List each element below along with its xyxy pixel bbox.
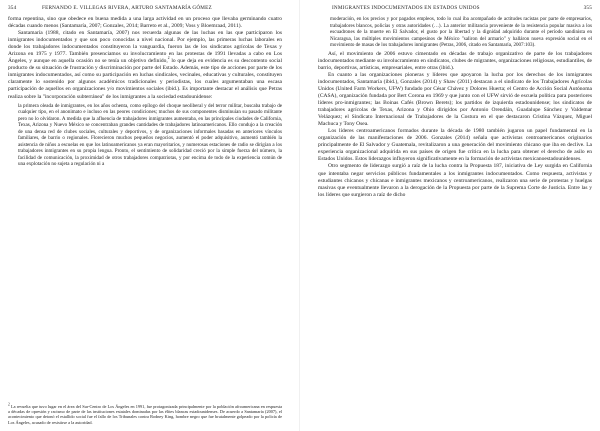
left-page	[0, 0, 290, 431]
paragraph: forma repentina, sino que obedece en buena medida a una larga actividad en un proceso que llevaba germinando cuatro décadas cuando menos (Santamaría, 2007; Gonzales, 2014; Barreto et al., 2009; Voss y Bloemraad, 2011).	[8, 16, 282, 30]
block-quote: la primera oleada de inmigrantes, en los años ochenta, como epílogo del choque neoliberal y del terror militar, buscaba trabajo de cualquier tipo, en el anonimato e incluso en las peores condiciones; muchos de sus componentes disminuían su pasado militante pero no lo olvidaron. A medida que la afluencia de trabajadores inmigrantes aumentaba, en las principales ciudades de California, Texas, Arizona y Nuevo México se concentraban grandes cantidades de trabajadores latinoamericanos. Ello condujo a la creación de una densa red de clubes sociales, culturales y deportivos, y de organizaciones informales basadas en anteriores vínculos familiares, de barrio o regionales. Florecieron muchos pequeños negocios, aumentó el poder adquisitivo, aumentó también la asistencia de niños a escuelas en que los latinoamericanos ya eran mayoritarios, y numerosas estaciones de radio se dirigían a los trabajadores inmigrantes en su propia lengua. Pronto, el sentimiento de solidaridad creció por la simple fuerza del número, la facilidad de comunicación, la proximidad de otros trabajadores compatriotas, y por encima de todo de la experiencia común de una explotación no sujeta a regulación ni a	[18, 102, 282, 168]
paragraph-text: Santamaría (1988, citado en Santamaría, 2007) nos recuerda algunas de las luchas en las que participaron los inmigrantes indocumentados y que son poco conocidas a nivel nacional. Por ejemplo, las primeras luchas laborales en donde los trabajadores indocumentados constituyeron la vanguardia, fueron las de los sindicatos agrícolas de Texas y Arizona en 1975 y 1977. También presenciamos su involucramiento en las protestas de 1991 llevadas a cabo en Los Ángeles, y aunque en aquella ocasión no se tenía un objetivo definido,	[8, 30, 282, 65]
paragraph-text: lo que deja en evidencia es su descontento social producto de su situación de frustración y discriminación por parte del Estado. Además, este tipo de acciones por parte de los inmigrantes indocumentados, así como su participación en luchas sindicales, vecinales, educativas y culturales, constituyen claramente lo sostenido por algunos académicos tradicionales y periodistas, los cuales argumentaban una escasa participación de aquellos en organizaciones y/o movimientos sociales (ibid.). Es importante destacar el análisis que Petras realiza sobre la "incorporación subterránea" de los inmigrantes a la sociedad estadounidense:	[8, 58, 282, 100]
left-body-text	[8, 16, 282, 170]
paragraph	[8, 30, 282, 100]
right-running-head: INMIGRANTES INDOCUMENTADOS EN ESTADOS UNIDOS	[332, 5, 480, 11]
footnote-marker: 2	[167, 56, 170, 61]
right-body-text	[318, 16, 592, 199]
left-running-head: FERNANDO E. VILLEGAS RIVERA, ARTURO SANTAMARÍA GÓMEZ	[42, 5, 212, 11]
footnote-number: 2	[8, 402, 10, 407]
paragraph: Así, el movimiento de 2006 estuvo cimentado en décadas de trabajo organizativo de parte de los trabajadores indocumentados mediante su involucramiento en sindicatos, clubes de migrantes, organizaciones religiosas, estudiantiles, de barrio, deportivas, artísticas, empresariales, entre otras (ibid.).	[318, 50, 592, 71]
gutter	[299, 0, 300, 431]
footnote-text: La revuelta que tuvo lugar en el área del Sur-Centro de Los Ángeles en 1991, fue protagonizada principalmente por la población afroamericana en respuesta a décadas de opresión y racismo de parte de las instituciones estatales dominadas por las élites blancas estadounidenses. De acuerdo a Santamaría (2007), el acontecimiento que detonó el estallido social fue el fallo de los Tribunales contra Rodney King, hombre negro que fue brutalmente golpeado por la policía de Los Ángeles, acusado de resistirse a la autoridad.	[8, 403, 282, 425]
left-page-number: 354	[8, 5, 17, 11]
block-quote-continuation: moderación, en los precios y por pagados empleos, todo lo cual iba acompañado de actitudes racistas por parte de empresarios, trabajadores blancos, policías y otras autoridades (…). La anterior militancia proveniente de la resistencia popular masiva a los escuadrones de la muerte en El Salvador, el gusto por la libertad y la dignidad adquirido durante el período sandinista en Nicaragua, las múltiples movimientos campesinos de México "saliron del armario" y halláron nueva expresión social en el movimiento de masas de los trabajadores inmigrantes (Petras, 2006, citado en Santamaría, 2007:103).	[330, 16, 592, 49]
footnote	[8, 404, 282, 425]
right-page-number: 355	[583, 5, 592, 11]
paragraph: Otro segmento de liderazgo surgió a raíz de la lucha contra la Propuesta 187, iniciativa de Ley surgida en California que intentaba negar servicios públicos fundamentales a los inmigrantes indocumentados. Como respuesta, activistas y estudiantes chicanos y chicanas e inmigrantes mexicanos y centroamericanos, realizaron una serie de protestas y huelgas masivas que eventualmente llevaron a la derogación de la Propuesta por parte de la Suprema Corte de Justicia. Entre las y los líderes que surgieron a raíz de dicho	[318, 163, 592, 198]
right-page	[310, 0, 600, 431]
left-running-header	[8, 5, 282, 14]
right-running-header	[318, 5, 592, 14]
paragraph: Los líderes centroamericanos formados durante la década de 1980 también jugaron un papel fundamental en la organización de las manifestaciones de 2006. Gonzales (2014) señala que activistas centroamericanos originarios principalmente de El Salvador y Guatemala, revitalizaron a una generación del movimiento chicano que iba en declive. La experiencia organizacional adquirida en sus países de origen fue crítica en la lucha para obtener el derecho de asilo en Estados Unidos. Estos liderazgos influyeron significativamente en la formación de activistas mexicanoestadounidenses.	[318, 128, 592, 163]
paragraph: En cuanto a las organizaciones pioneras y líderes que apoyaron la lucha por los derechos de los inmigrantes indocumentados, Santamaría (ibid.), Gonzales (2014) y Shaw (2011) destacan a el sindicato de los Trabajadores Agrícolas Unidos (United Farm Workers, UFW) fundado por César Chávez y Dolores Huerta; el Centro de Acción Social Autónoma (CASA), organización fundada por Bert Corona en 1969 y que junto con el UFW sirvió de escuela política para posteriores líderes pro-inmigrantes; las Boinas Cafés (Brown Berets); los partidos de izquierda estadounidense; los sindicatos de trabajadores agrícolas de Texas, Arizona y Ohio dirigidos por Antonio Orendáin, Guadalupe Sánchez y Valdemar Velázquez; el Sindicato Internacional de Trabajadores de la Costura en el que destacaron Cristina Vázquez, Miguel Machuca y Tony Osea.	[318, 71, 592, 128]
